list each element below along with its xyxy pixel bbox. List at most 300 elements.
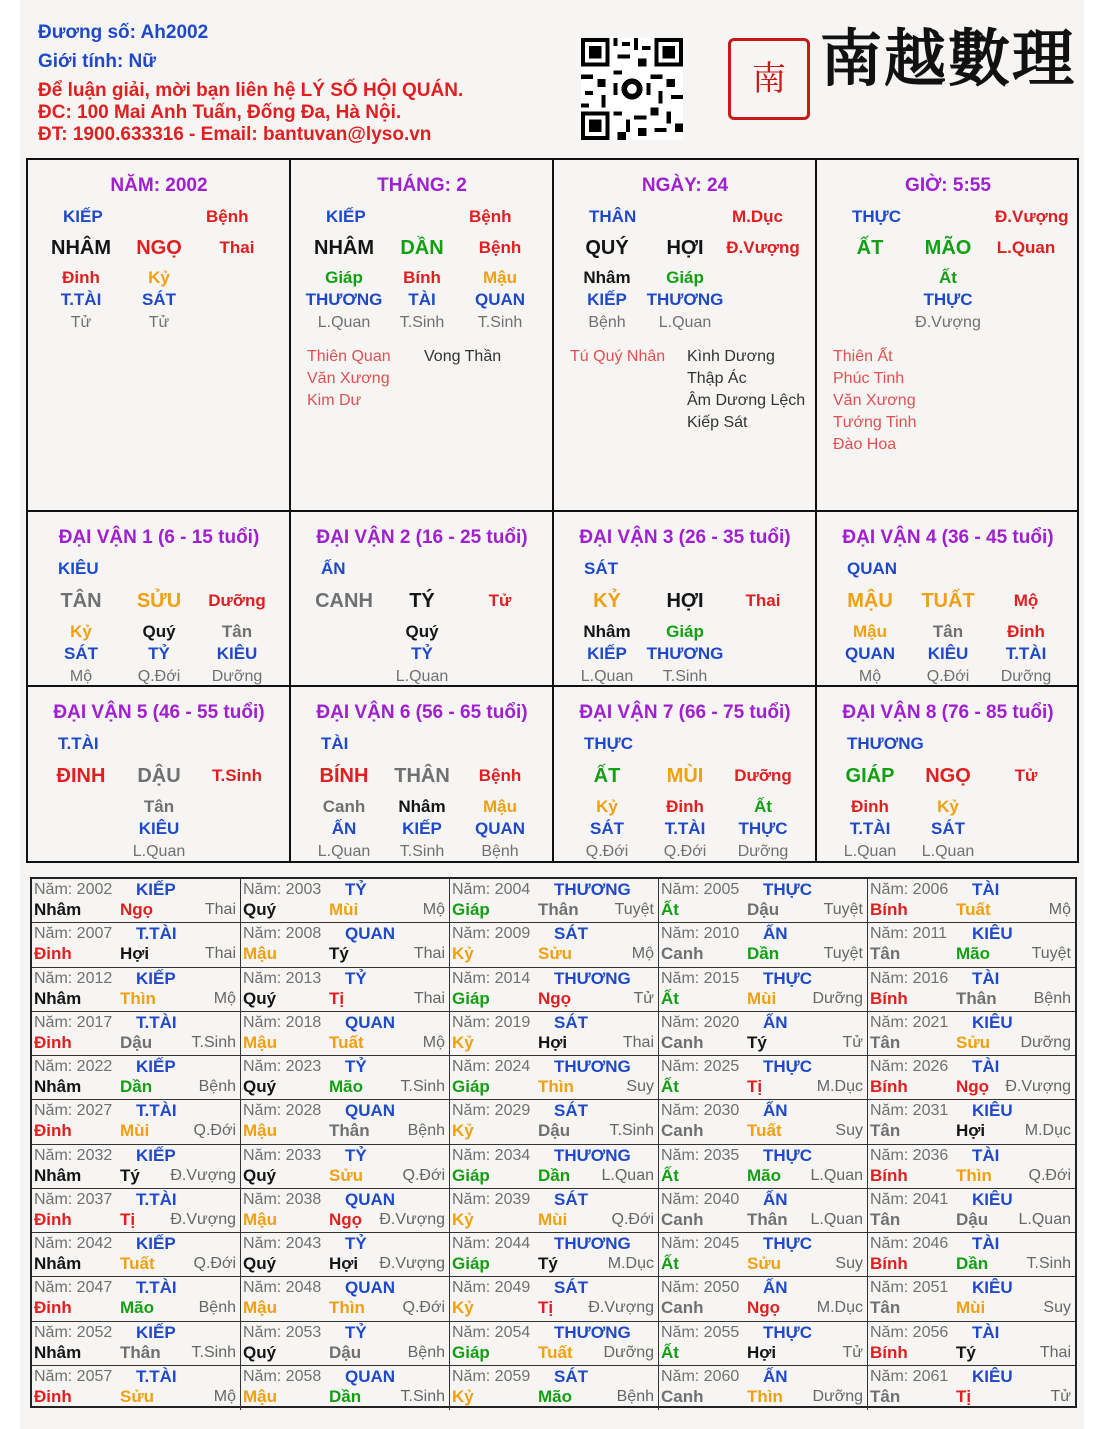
dai-van-branch: MÙI bbox=[666, 765, 704, 787]
year-label: Năm: 2002 bbox=[34, 881, 113, 898]
year-stem: Giáp bbox=[452, 900, 490, 919]
year-stage: T.Sinh bbox=[400, 1078, 445, 1095]
star-bad: Vong Thần bbox=[424, 348, 502, 365]
year-cell bbox=[241, 1056, 450, 1100]
dai-van-god: QUAN bbox=[847, 559, 898, 578]
year-label: Năm: 2033 bbox=[243, 1146, 322, 1164]
year-god: SÁT bbox=[554, 1189, 588, 1209]
hidden-god: SÁT bbox=[142, 290, 176, 309]
hidden-stage: Mộ bbox=[858, 668, 882, 685]
year-label: Năm: 2043 bbox=[243, 1235, 322, 1252]
year-stem: Tân bbox=[870, 944, 901, 964]
hidden-stem: Nhâm bbox=[583, 268, 631, 287]
year-god: THỰC bbox=[763, 1145, 813, 1165]
year-stem: Bính bbox=[870, 900, 908, 919]
year-label: Năm: 2008 bbox=[243, 925, 322, 943]
year-cell bbox=[32, 1233, 241, 1277]
year-god: THỰC bbox=[763, 968, 813, 988]
year-stem: Canh bbox=[661, 1209, 704, 1229]
dai-van-title: ĐẠI VẬN 3 (26 - 35 tuổi) bbox=[579, 527, 791, 548]
year-god: SÁT bbox=[554, 924, 588, 944]
year-stem: Kỷ bbox=[452, 1209, 474, 1229]
year-label: Năm: 2030 bbox=[661, 1102, 740, 1120]
year-stem: Giáp bbox=[452, 1254, 490, 1273]
year-label: Năm: 2025 bbox=[661, 1058, 740, 1075]
dai-van-title: ĐẠI VẬN 5 (46 - 55 tuổi) bbox=[53, 702, 265, 723]
year-label: Năm: 2058 bbox=[243, 1367, 322, 1385]
dai-van-branch: SỬU bbox=[136, 590, 182, 612]
year-label: Năm: 2011 bbox=[870, 925, 948, 943]
year-stage: Bệnh bbox=[407, 1122, 445, 1140]
hidden-god: KIẾP bbox=[587, 290, 627, 309]
year-cell bbox=[32, 1100, 241, 1144]
dai-van-branch: HỢI bbox=[666, 590, 704, 612]
year-stem: Tân bbox=[870, 1121, 901, 1141]
year-branch: Mão bbox=[329, 1077, 363, 1096]
year-cell bbox=[868, 1366, 1075, 1410]
year-branch: Ngọ bbox=[747, 1298, 781, 1318]
star-good: Đào Hoa bbox=[833, 436, 897, 453]
year-cell bbox=[32, 923, 241, 967]
pillar-god: THỰC bbox=[852, 207, 902, 226]
dai-van-title: ĐẠI VẬN 4 (36 - 45 tuổi) bbox=[842, 527, 1054, 548]
year-stage: Đ.Vượng bbox=[379, 1255, 445, 1272]
year-stem: Nhâm bbox=[34, 1165, 82, 1185]
hidden-god: THƯƠNG bbox=[646, 644, 724, 663]
year-god: T.TÀI bbox=[136, 1366, 177, 1386]
year-god: KIẾP bbox=[136, 968, 176, 988]
pillar-stem: QUÝ bbox=[585, 237, 629, 259]
year-stem: Canh bbox=[661, 1032, 704, 1052]
year-stem: Mậu bbox=[243, 1386, 277, 1406]
year-stem: Canh bbox=[661, 1298, 704, 1318]
year-god: TỶ bbox=[345, 968, 367, 988]
pillar-status: Bệnh bbox=[469, 207, 512, 226]
year-stage: Tuyệt bbox=[823, 945, 863, 963]
hidden-god: T.TÀI bbox=[60, 290, 102, 309]
dai-van-cell bbox=[291, 687, 554, 862]
year-label: Năm: 2013 bbox=[243, 969, 322, 987]
dai-van-god: T.TÀI bbox=[58, 734, 99, 753]
year-cell bbox=[241, 1012, 450, 1056]
year-god: KIẾP bbox=[136, 1145, 176, 1165]
year-branch: Mùi bbox=[120, 1121, 150, 1141]
pillar-stage: L.Quan bbox=[996, 238, 1056, 257]
year-stage: Thai bbox=[413, 945, 445, 963]
dai-van-stem: ẤT bbox=[593, 765, 621, 787]
star-bad: Thập Ác bbox=[687, 370, 747, 387]
year-label: Năm: 2017 bbox=[34, 1013, 113, 1031]
year-stage: Dưỡng bbox=[812, 989, 863, 1007]
year-label: Năm: 2029 bbox=[452, 1102, 531, 1120]
dai-van-title: ĐẠI VẬN 6 (56 - 65 tuổi) bbox=[316, 702, 528, 723]
dai-van-branch: NGỌ bbox=[925, 765, 971, 787]
year-branch: Dậu bbox=[120, 1032, 153, 1052]
year-stage: Tuyệt bbox=[823, 901, 863, 918]
hidden-stage: Mộ bbox=[69, 668, 93, 685]
hidden-stage: Dưỡng bbox=[211, 668, 263, 685]
year-stem: Canh bbox=[661, 1121, 704, 1141]
hidden-stage: L.Quan bbox=[132, 843, 186, 860]
year-stem: Tân bbox=[870, 1209, 901, 1229]
phone-email-line: ĐT: 1900.633316 - Email: bantuvan@lyso.vn bbox=[38, 124, 432, 145]
year-stage: Tử bbox=[633, 989, 654, 1007]
dai-van-title: ĐẠI VẬN 1 (6 - 15 tuổi) bbox=[58, 527, 260, 548]
year-cell bbox=[241, 923, 450, 967]
year-cell bbox=[659, 879, 868, 923]
year-cell bbox=[450, 968, 659, 1012]
pillar-branch: HỢI bbox=[666, 237, 704, 259]
year-cell bbox=[32, 1366, 241, 1410]
pillar-stem: NHÂM bbox=[314, 237, 374, 259]
year-stem: Mậu bbox=[243, 1209, 277, 1229]
hidden-stem: Bính bbox=[403, 268, 441, 287]
year-stem: Nhâm bbox=[34, 988, 82, 1008]
year-stem: Canh bbox=[661, 944, 704, 964]
year-cell bbox=[868, 1012, 1075, 1056]
pillar-branch: NGỌ bbox=[136, 237, 182, 259]
year-god: KIÊU bbox=[972, 1278, 1013, 1298]
year-god: THƯƠNG bbox=[554, 968, 631, 988]
year-label: Năm: 2028 bbox=[243, 1102, 322, 1120]
star-good: Thiên Quan bbox=[307, 348, 391, 365]
star-good: Phúc Tinh bbox=[833, 370, 905, 387]
dai-van-god: KIÊU bbox=[58, 559, 99, 578]
dai-van-god: THỰC bbox=[584, 734, 634, 753]
year-stage: Q.Đới bbox=[193, 1122, 236, 1140]
year-stage: Tuyệt bbox=[1031, 945, 1071, 963]
dai-van-stage: Dưỡng bbox=[208, 591, 266, 610]
year-stem: Mậu bbox=[243, 944, 277, 964]
year-label: Năm: 2054 bbox=[452, 1323, 531, 1341]
year-stage: L.Quan bbox=[1018, 1210, 1071, 1228]
hidden-god: SÁT bbox=[931, 819, 965, 838]
hidden-stem: Đinh bbox=[666, 797, 704, 816]
year-stem: Quý bbox=[243, 1254, 277, 1273]
dai-van-title: ĐẠI VẬN 8 (76 - 85 tuổi) bbox=[842, 702, 1054, 723]
hidden-stage: L.Quan bbox=[921, 843, 975, 860]
dai-van-stem: TÂN bbox=[60, 590, 102, 612]
year-branch: Thìn bbox=[329, 1298, 365, 1318]
year-branch: Thìn bbox=[120, 988, 156, 1008]
year-stem: Giáp bbox=[452, 988, 490, 1008]
year-stage: Dưỡng bbox=[1020, 1033, 1071, 1051]
hidden-stage: Q.Đới bbox=[663, 843, 707, 860]
year-stage: Suy bbox=[835, 1255, 863, 1272]
year-stage: M.Dục bbox=[816, 1299, 863, 1317]
year-stem: Kỷ bbox=[452, 944, 474, 964]
year-cell bbox=[241, 1366, 450, 1410]
hidden-stem: Giáp bbox=[666, 268, 704, 287]
year-stage: T.Sinh bbox=[191, 1343, 236, 1361]
year-label: Năm: 2040 bbox=[661, 1190, 740, 1208]
year-branch: Mão bbox=[120, 1298, 154, 1318]
hidden-stage: T.Sinh bbox=[662, 668, 708, 685]
hidden-stem: Nhâm bbox=[398, 797, 446, 816]
hidden-stage: L.Quan bbox=[317, 314, 371, 331]
year-cell bbox=[868, 879, 1075, 923]
year-god: QUAN bbox=[345, 924, 396, 944]
hidden-stage: Q.Đới bbox=[585, 843, 629, 860]
year-branch: Ngọ bbox=[956, 1077, 990, 1096]
year-stem: Mậu bbox=[243, 1121, 277, 1141]
year-stem: Bính bbox=[870, 1342, 908, 1362]
year-stage: T.Sinh bbox=[191, 1033, 236, 1051]
year-god: T.TÀI bbox=[136, 1278, 177, 1298]
year-label: Năm: 2045 bbox=[661, 1235, 740, 1252]
year-branch: Tị bbox=[747, 1077, 763, 1096]
year-branch: Thân bbox=[329, 1121, 370, 1141]
year-label: Năm: 2042 bbox=[34, 1235, 113, 1252]
year-cell bbox=[32, 879, 241, 923]
year-god: QUAN bbox=[345, 1012, 396, 1032]
year-god: THỰC bbox=[763, 1234, 813, 1253]
hidden-stage: Dưỡng bbox=[737, 843, 789, 860]
year-branch: Thân bbox=[120, 1342, 161, 1362]
year-branch: Hợi bbox=[120, 944, 150, 964]
pillar-god: THÂN bbox=[589, 207, 637, 226]
year-god: KIẾP bbox=[136, 1234, 176, 1253]
year-branch: Tuất bbox=[329, 1032, 364, 1052]
year-cell bbox=[32, 1145, 241, 1189]
year-cell bbox=[241, 1189, 450, 1233]
pillar-stem: NHÂM bbox=[51, 237, 111, 259]
hidden-god: ẤN bbox=[331, 819, 357, 838]
hidden-god: T.TÀI bbox=[664, 819, 706, 838]
pillar-stem: ẤT bbox=[856, 237, 884, 259]
star-good: Văn Xương bbox=[833, 392, 916, 409]
dai-van-stem: CANH bbox=[315, 590, 373, 612]
year-label: Năm: 2036 bbox=[870, 1146, 949, 1164]
year-branch: Sửu bbox=[329, 1165, 364, 1185]
year-cell bbox=[32, 1012, 241, 1056]
year-stage: Q.Đới bbox=[402, 1299, 445, 1317]
hidden-stage: Q.Đới bbox=[926, 668, 970, 685]
hidden-stem: Giáp bbox=[325, 268, 363, 287]
year-god: THỰC bbox=[763, 1322, 813, 1342]
year-cell bbox=[659, 1056, 868, 1100]
hidden-god: T.TÀI bbox=[849, 819, 891, 838]
year-cell bbox=[241, 1145, 450, 1189]
hidden-stem: Canh bbox=[322, 797, 366, 816]
year-cell bbox=[32, 1189, 241, 1233]
year-branch: Dậu bbox=[329, 1342, 362, 1362]
year-label: Năm: 2024 bbox=[452, 1058, 531, 1075]
year-god: QUAN bbox=[345, 1366, 396, 1386]
hidden-stage: L.Quan bbox=[395, 668, 449, 685]
year-stem: Tân bbox=[870, 1386, 901, 1406]
year-branch: Mão bbox=[956, 944, 990, 964]
red-seal-logo: 南 bbox=[728, 38, 810, 120]
year-god: TÀI bbox=[972, 1145, 1000, 1165]
year-stem: Kỷ bbox=[452, 1032, 474, 1052]
year-stage: Mộ bbox=[1048, 901, 1071, 918]
dai-van-stem: GIÁP bbox=[845, 765, 895, 787]
hidden-stem: Ất bbox=[939, 268, 957, 287]
year-branch: Ngọ bbox=[120, 900, 154, 919]
gender-label: Giới tính: Nữ bbox=[38, 51, 157, 72]
year-label: Năm: 2004 bbox=[452, 881, 531, 898]
year-label: Năm: 2056 bbox=[870, 1323, 949, 1341]
hidden-god: THƯƠNG bbox=[646, 290, 724, 309]
hidden-god: KIẾP bbox=[587, 644, 627, 663]
year-stage: M.Dục bbox=[1024, 1122, 1071, 1140]
year-cell bbox=[32, 1056, 241, 1100]
year-god: THƯƠNG bbox=[554, 1145, 631, 1165]
dai-van-branch: DẬU bbox=[137, 765, 181, 787]
dai-van-cell bbox=[28, 687, 291, 862]
year-branch: Tuất bbox=[120, 1254, 155, 1273]
star-good: Kim Dư bbox=[307, 392, 362, 409]
year-god: THƯƠNG bbox=[554, 1234, 631, 1253]
hidden-god: TỶ bbox=[148, 644, 170, 663]
year-stem: Đinh bbox=[34, 1121, 72, 1141]
year-stage: Q.Đới bbox=[193, 1255, 236, 1272]
year-stage: Q.Đới bbox=[402, 1166, 445, 1184]
year-stage: Mộ bbox=[213, 1387, 236, 1405]
year-branch: Dần bbox=[538, 1165, 571, 1185]
year-god: TÀI bbox=[972, 880, 1000, 899]
year-cell bbox=[659, 1189, 868, 1233]
pillar-status: Bệnh bbox=[206, 207, 249, 226]
year-stage: Tuyệt bbox=[614, 901, 654, 918]
pillar-god: KIẾP bbox=[326, 207, 366, 226]
dai-van-cell bbox=[291, 512, 554, 687]
year-label: Năm: 2051 bbox=[870, 1279, 949, 1297]
year-cell bbox=[32, 1322, 241, 1366]
year-god: TỶ bbox=[345, 1234, 367, 1253]
hidden-god: TỶ bbox=[411, 644, 433, 663]
brand-logo: 南越數理 bbox=[820, 22, 1077, 95]
year-stage: L.Quan bbox=[810, 1166, 863, 1184]
year-god: T.TÀI bbox=[136, 924, 177, 944]
year-cell bbox=[868, 1322, 1075, 1366]
dai-van-cell bbox=[28, 512, 291, 687]
year-label: Năm: 2014 bbox=[452, 969, 531, 987]
year-stem: Quý bbox=[243, 1342, 277, 1362]
hidden-stem: Nhâm bbox=[583, 622, 631, 641]
hidden-stage: T.Sinh bbox=[477, 314, 523, 331]
year-stage: Đ.Vượng bbox=[170, 1210, 236, 1228]
year-cell bbox=[868, 1277, 1075, 1321]
year-branch: Mùi bbox=[538, 1209, 568, 1229]
year-cell bbox=[868, 923, 1075, 967]
year-branch: Tị bbox=[329, 988, 345, 1008]
year-label: Năm: 2038 bbox=[243, 1190, 322, 1208]
year-label: Năm: 2060 bbox=[661, 1367, 740, 1385]
year-god: QUAN bbox=[345, 1101, 396, 1121]
year-stage: T.Sinh bbox=[609, 1122, 654, 1140]
year-stage: M.Dục bbox=[607, 1255, 654, 1272]
pillar-god: KIẾP bbox=[63, 207, 103, 226]
hidden-god: TÀI bbox=[408, 290, 436, 309]
year-branch: Thìn bbox=[956, 1165, 992, 1185]
year-stage: Bệnh bbox=[1033, 989, 1071, 1007]
year-stage: Mộ bbox=[422, 1033, 445, 1051]
year-god: KIÊU bbox=[972, 1101, 1013, 1121]
year-branch: Mùi bbox=[747, 988, 777, 1008]
year-branch: Thân bbox=[747, 1209, 788, 1229]
dai-van-god: ẤN bbox=[321, 559, 346, 578]
year-god: ẤN bbox=[763, 1101, 788, 1121]
year-stem: Ất bbox=[661, 900, 679, 919]
year-branch: Sửu bbox=[538, 944, 573, 964]
year-label: Năm: 2039 bbox=[452, 1190, 531, 1208]
year-god: ẤN bbox=[763, 1012, 788, 1032]
year-stage: Dưỡng bbox=[812, 1387, 863, 1405]
year-stage: Suy bbox=[626, 1078, 654, 1095]
year-stage: Tử bbox=[842, 1033, 863, 1051]
hidden-stem: Đinh bbox=[62, 268, 100, 287]
year-cell bbox=[659, 1233, 868, 1277]
year-stage: Thai bbox=[1039, 1343, 1071, 1361]
dai-van-stage: Dưỡng bbox=[734, 766, 792, 785]
year-cell bbox=[241, 1322, 450, 1366]
star-bad: Kiếp Sát bbox=[687, 414, 748, 431]
hidden-stem: Quý bbox=[142, 622, 176, 641]
year-god: KIÊU bbox=[972, 1366, 1013, 1386]
year-cell bbox=[450, 1277, 659, 1321]
hidden-stem: Kỷ bbox=[70, 622, 92, 641]
hidden-stem: Mậu bbox=[483, 268, 517, 287]
year-cell bbox=[659, 1100, 868, 1144]
year-god: TÀI bbox=[972, 1057, 1000, 1076]
year-branch: Thân bbox=[538, 900, 579, 919]
year-branch: Tuất bbox=[747, 1121, 782, 1141]
year-cell bbox=[868, 968, 1075, 1012]
contact-line: Để luận giải, mời bạn liên hệ LÝ SỐ HỘI QUÁN. bbox=[38, 80, 464, 101]
hidden-stem: Tân bbox=[143, 797, 175, 816]
year-label: Năm: 2052 bbox=[34, 1323, 113, 1341]
year-cell bbox=[659, 923, 868, 967]
hidden-stage: Tử bbox=[148, 314, 170, 331]
year-branch: Tý bbox=[956, 1342, 976, 1362]
year-branch: Tý bbox=[747, 1032, 767, 1052]
year-god: TÀI bbox=[972, 1322, 1000, 1342]
hidden-stage: Bệnh bbox=[588, 314, 626, 331]
year-stage: Đ.Vượng bbox=[379, 1210, 445, 1228]
hidden-stem: Mậu bbox=[483, 797, 517, 816]
star-bad: Âm Dương Lệch bbox=[687, 392, 806, 409]
year-cell bbox=[450, 1366, 659, 1410]
year-stem: Ất bbox=[661, 1165, 679, 1185]
year-stage: Thai bbox=[413, 989, 445, 1007]
year-label: Năm: 2021 bbox=[870, 1013, 949, 1031]
year-stem: Đinh bbox=[34, 1298, 72, 1318]
year-stem: Nhâm bbox=[34, 900, 82, 919]
year-label: Năm: 2012 bbox=[34, 969, 113, 987]
year-label: Năm: 2046 bbox=[870, 1235, 949, 1252]
year-label: Năm: 2005 bbox=[661, 881, 740, 898]
dai-van-branch: THÂN bbox=[394, 765, 450, 787]
dai-van-stage: Mộ bbox=[1013, 591, 1039, 610]
year-label: Năm: 2020 bbox=[661, 1013, 740, 1031]
year-cell bbox=[450, 923, 659, 967]
qr-code-icon[interactable] bbox=[581, 38, 683, 140]
year-cell bbox=[868, 1100, 1075, 1144]
hidden-stem: Kỷ bbox=[596, 797, 618, 816]
pillar-title: GIỜ: 5:55 bbox=[905, 175, 991, 196]
year-label: Năm: 2018 bbox=[243, 1013, 322, 1031]
year-stage: Bệnh bbox=[616, 1387, 654, 1405]
year-stage: Suy bbox=[1043, 1299, 1071, 1317]
year-label: Năm: 2035 bbox=[661, 1146, 740, 1164]
dai-van-branch: TÝ bbox=[409, 590, 435, 612]
year-god: ẤN bbox=[763, 1189, 788, 1209]
pillar-title: NĂM: 2002 bbox=[110, 175, 208, 196]
hidden-god: THƯƠNG bbox=[305, 290, 383, 309]
year-label: Năm: 2019 bbox=[452, 1013, 531, 1031]
